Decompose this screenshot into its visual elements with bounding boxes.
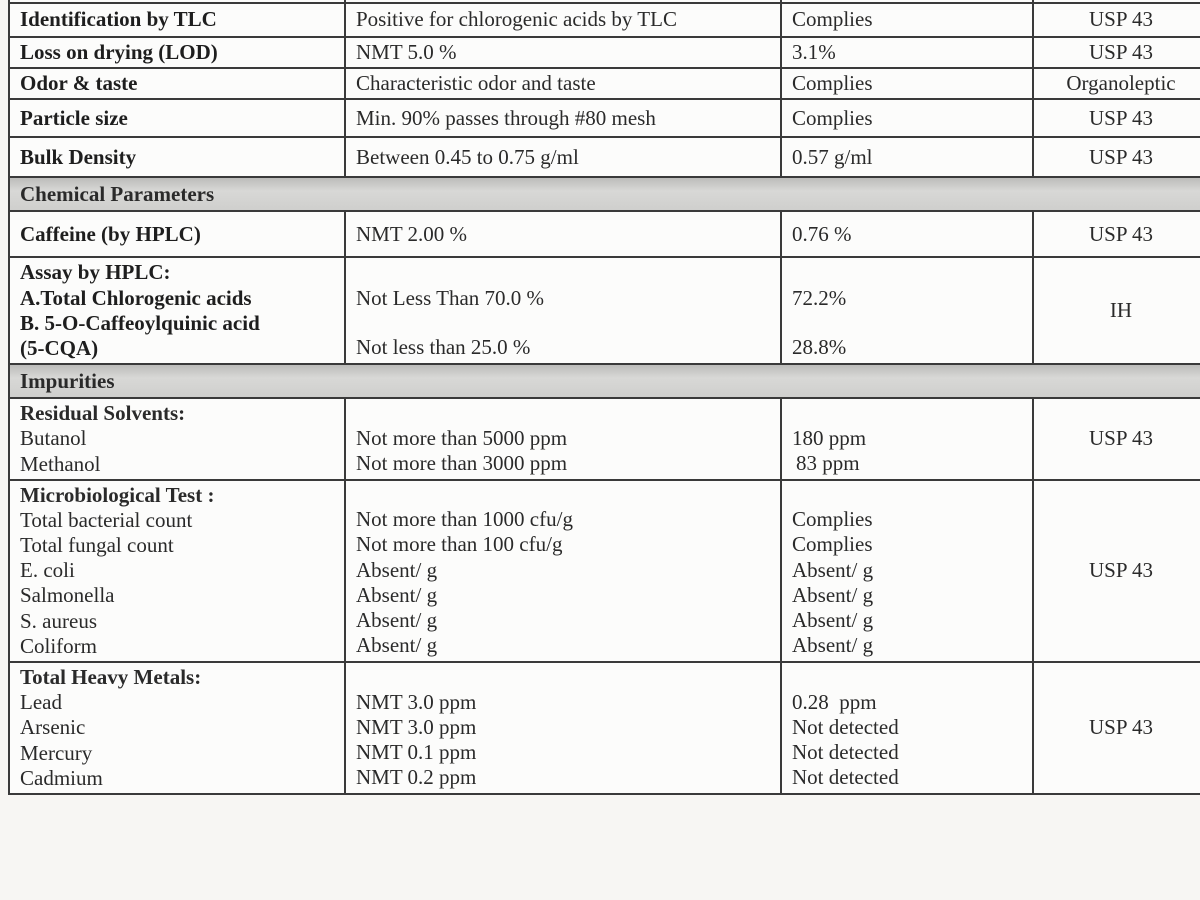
parameter-cell: [9, 662, 345, 794]
result-cell: Complies: [781, 3, 1033, 37]
specification-cell: [345, 480, 781, 662]
micro-name: Salmonella: [20, 583, 115, 608]
solvent-name: Butanol: [20, 426, 87, 451]
assay-b-label: B. 5-O-Caffeoylquinic acid: [20, 310, 260, 335]
micro-result: Complies: [792, 532, 873, 557]
metal-spec: NMT 0.2 ppm: [356, 765, 477, 790]
micro-result: Absent/ g: [792, 608, 874, 633]
analysis-table: [8, 0, 1200, 795]
micro-result: Complies: [792, 507, 873, 532]
specification-cell: [345, 662, 781, 794]
method-cell: USP 43: [1033, 37, 1200, 68]
method-cell: USP 43: [1033, 99, 1200, 137]
result-cell: 0.76 %: [781, 211, 1033, 257]
specification-cell: [345, 257, 781, 364]
micro-name: Total fungal count: [20, 533, 174, 558]
metal-name: Mercury: [20, 740, 93, 765]
table-row-bulk-density: [9, 137, 1200, 177]
micro-spec: Absent/ g: [356, 557, 438, 582]
solvents-title: Residual Solvents:: [20, 401, 186, 426]
table-row-caffeine: [9, 211, 1200, 257]
table-row-lod: [9, 37, 1200, 68]
metal-result: Not detected: [792, 739, 899, 764]
parameter-cell: Bulk Density: [9, 137, 345, 177]
metals-title: Total Heavy Metals:: [20, 665, 202, 689]
method-cell: USP 43: [1033, 398, 1200, 480]
micro-spec: Absent/ g: [356, 582, 438, 607]
solvent-spec: Not more than 5000 ppm: [356, 425, 568, 450]
table-row-particle: [9, 99, 1200, 137]
assay-b-label-2: (5-CQA): [20, 335, 99, 360]
metal-result: 0.28 ppm: [792, 689, 877, 714]
result-cell: [781, 257, 1033, 364]
specification-cell: NMT 5.0 %: [345, 37, 781, 68]
table-row-assay: [9, 257, 1200, 364]
parameter-cell: Odor & taste: [9, 68, 345, 99]
method-cell: USP 43: [1033, 137, 1200, 177]
method-cell: USP 43: [1033, 211, 1200, 257]
specification-cell: Characteristic odor and taste: [345, 68, 781, 99]
table-row-heavy-metals: [9, 662, 1200, 794]
micro-name: S. aureus: [20, 608, 97, 633]
micro-spec: Absent/ g: [356, 633, 438, 658]
method-cell: Organoleptic: [1033, 68, 1200, 99]
assay-a-spec: Not Less Than 70.0 %: [356, 285, 545, 310]
solvent-result: 83 ppm: [796, 450, 860, 475]
specification-cell: Positive for chlorogenic acids by TLC: [345, 3, 781, 37]
metal-name: Arsenic: [20, 715, 86, 740]
metal-name: Lead: [20, 690, 62, 715]
result-cell: 3.1%: [781, 37, 1033, 68]
assay-b-spec: Not less than 25.0 %: [356, 334, 531, 359]
micro-title: Microbiological Test :: [20, 482, 215, 507]
micro-spec: Absent/ g: [356, 608, 438, 633]
section-title: Chemical Parameters: [9, 177, 1200, 211]
specification-cell: Between 0.45 to 0.75 g/ml: [345, 137, 781, 177]
solvent-spec: Not more than 3000 ppm: [356, 450, 568, 475]
result-cell: Complies: [781, 68, 1033, 99]
solvent-name: Methanol: [20, 451, 101, 476]
result-cell: [781, 662, 1033, 794]
table-row-odor: [9, 68, 1200, 99]
section-header-chemical: [9, 177, 1200, 211]
specification-cell: Min. 90% passes through #80 mesh: [345, 99, 781, 137]
assay-title: Assay by HPLC:: [20, 260, 171, 285]
method-cell: USP 43: [1033, 480, 1200, 662]
method-cell: USP 43: [1033, 662, 1200, 794]
micro-name: E. coli: [20, 558, 75, 583]
metal-name: Cadmium: [20, 765, 103, 790]
parameter-cell: [9, 257, 345, 364]
assay-a-label: A.Total Chlorogenic acids: [20, 285, 252, 310]
metal-spec: NMT 3.0 ppm: [356, 689, 477, 714]
table-row-tlc: [9, 3, 1200, 37]
parameter-cell: [9, 398, 345, 480]
micro-spec: Not more than 100 cfu/g: [356, 532, 563, 557]
metal-spec: NMT 0.1 ppm: [356, 739, 477, 764]
assay-b-result: 28.8%: [792, 334, 847, 359]
result-cell: [781, 398, 1033, 480]
metal-result: Not detected: [792, 765, 899, 790]
table-row-residual-solvents: [9, 398, 1200, 480]
micro-result: Absent/ g: [792, 582, 874, 607]
micro-result: Absent/ g: [792, 633, 874, 658]
method-cell: USP 43: [1033, 3, 1200, 37]
micro-spec: Not more than 1000 cfu/g: [356, 507, 573, 532]
result-cell: Complies: [781, 99, 1033, 137]
method-cell: IH: [1033, 257, 1200, 364]
assay-a-result: 72.2%: [792, 285, 847, 310]
solvent-result: 180 ppm: [792, 425, 867, 450]
parameter-cell: Loss on drying (LOD): [9, 37, 345, 68]
table-row-microbiological: [9, 480, 1200, 662]
parameter-cell: [9, 480, 345, 662]
result-cell: [781, 480, 1033, 662]
micro-name: Coliform: [20, 633, 97, 658]
metal-result: Not detected: [792, 714, 899, 739]
micro-result: Absent/ g: [792, 557, 874, 582]
specification-cell: NMT 2.00 %: [345, 211, 781, 257]
parameter-cell: Particle size: [9, 99, 345, 137]
parameter-cell: Identification by TLC: [9, 3, 345, 37]
specification-cell: [345, 398, 781, 480]
metal-spec: NMT 3.0 ppm: [356, 714, 477, 739]
parameter-cell: Caffeine (by HPLC): [9, 211, 345, 257]
section-header-impurities: [9, 364, 1200, 398]
result-cell: 0.57 g/ml: [781, 137, 1033, 177]
micro-name: Total bacterial count: [20, 507, 193, 532]
section-title: Impurities: [9, 364, 1200, 398]
